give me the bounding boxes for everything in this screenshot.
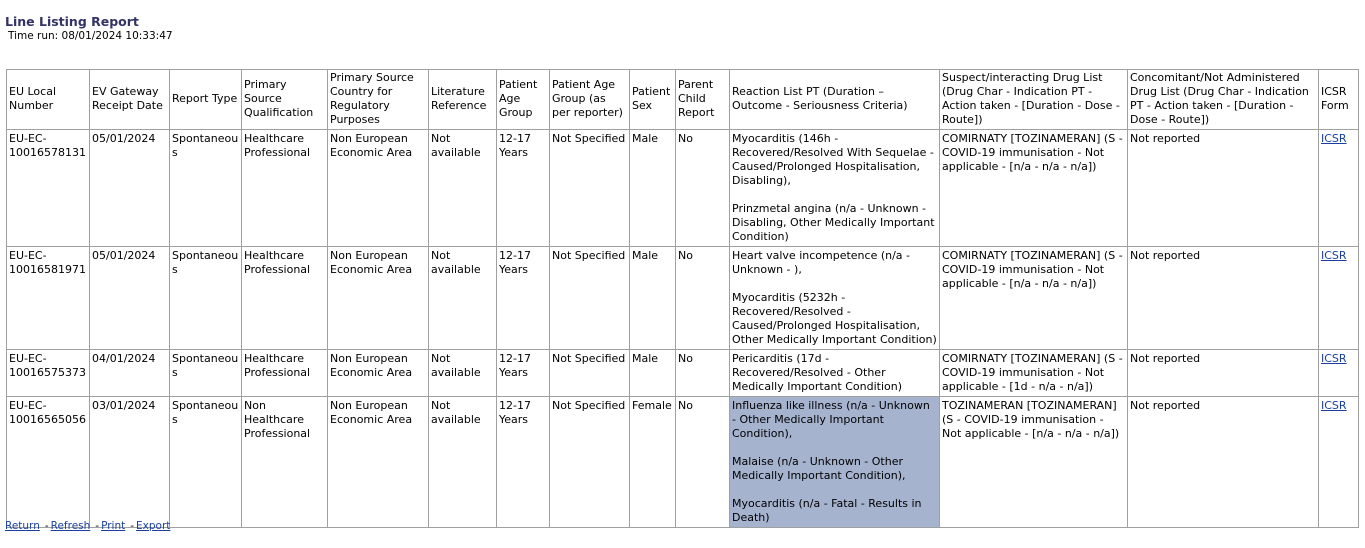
cell-literature: Not available [429, 130, 497, 247]
cell-literature: Not available [429, 350, 497, 397]
cell-qualification: Healthcare Professional [242, 350, 328, 397]
cell-parent-child: No [676, 130, 730, 247]
cell-age-group-reporter: Not Specified [550, 130, 630, 247]
header-literature-reference: Literature Reference [429, 70, 497, 130]
reaction-item: Malaise (n/a - Unknown - Other Medically Important Condition), [732, 455, 906, 482]
export-link[interactable]: Export [136, 520, 171, 532]
cell-sex: Male [630, 130, 676, 247]
cell-concomitant: Not reported [1128, 130, 1319, 247]
cell-literature: Not available [429, 397, 497, 528]
table-row [7, 130, 1359, 247]
print-link[interactable]: Print [101, 520, 126, 532]
icsr-form-link[interactable]: ICSR [1321, 352, 1347, 365]
header-ev-gateway-receipt-date: EV Gateway Receipt Date [90, 70, 170, 130]
cell-icsr-form [1319, 247, 1359, 350]
reaction-item: Pericarditis (17d - Recovered/Resolved - Other Medically Important Condition) [732, 352, 903, 393]
header-patient-age-group-reporter: Patient Age Group (as per reporter) [550, 70, 630, 130]
cell-sex: Male [630, 247, 676, 350]
icsr-form-link[interactable]: ICSR [1321, 132, 1347, 145]
header-eu-local-number: EU Local Number [7, 70, 90, 130]
reaction-item: Myocarditis (146h - Recovered/Resolved With Sequelae - Caused/Prolonged Hospitalisation, Disabling), [732, 132, 934, 187]
link-separator: - [130, 520, 135, 532]
table-row [7, 350, 1359, 397]
line-listing-table [6, 69, 1359, 528]
refresh-link[interactable]: Refresh [50, 520, 91, 532]
cell-age-group-reporter: Not Specified [550, 350, 630, 397]
cell-age-group: 12-17 Years [497, 350, 550, 397]
cell-report-type: Spontaneous [170, 247, 242, 350]
reaction-item: Myocarditis (n/a - Fatal - Results in Death) [732, 497, 922, 524]
cell-country: Non European Economic Area [328, 397, 429, 528]
header-patient-age-group: Patient Age Group [497, 70, 550, 130]
cell-qualification: Healthcare Professional [242, 247, 328, 350]
cell-country: Non European Economic Area [328, 247, 429, 350]
cell-report-type: Spontaneous [170, 397, 242, 528]
cell-age-group: 12-17 Years [497, 130, 550, 247]
cell-sex: Female [630, 397, 676, 528]
cell-age-group-reporter: Not Specified [550, 397, 630, 528]
cell-icsr-form [1319, 397, 1359, 528]
cell-local-number: EU-EC-10016575373 [7, 350, 90, 397]
header-suspect-drug-list: Suspect/interacting Drug List (Drug Char - Indication PT - Action taken - [Duration - Dose - Route]) [940, 70, 1128, 130]
icsr-form-link[interactable]: ICSR [1321, 399, 1347, 412]
cell-reactions-selected[interactable] [730, 397, 940, 528]
cell-receipt-date: 05/01/2024 [90, 247, 170, 350]
cell-icsr-form [1319, 130, 1359, 247]
link-separator: - [44, 520, 49, 532]
reaction-item: Prinzmetal angina (n/a - Unknown - Disabling, Other Medically Important Condition) [732, 202, 935, 243]
cell-local-number: EU-EC-10016565056 [7, 397, 90, 528]
cell-concomitant: Not reported [1128, 247, 1319, 350]
cell-report-type: Spontaneous [170, 350, 242, 397]
cell-reactions [730, 350, 940, 397]
cell-suspect-drugs: COMIRNATY [TOZINAMERAN] (S - COVID-19 immunisation - Not applicable - [1d - n/a - n/a]) [940, 350, 1128, 397]
table-row [7, 397, 1359, 528]
table-header-row [7, 70, 1359, 130]
time-run: Time run: 08/01/2024 10:33:47 [8, 30, 173, 42]
cell-suspect-drugs: COMIRNATY [TOZINAMERAN] (S - COVID-19 immunisation - Not applicable - [n/a - n/a - n/a]) [940, 130, 1128, 247]
cell-qualification: Healthcare Professional [242, 130, 328, 247]
cell-local-number: EU-EC-10016578131 [7, 130, 90, 247]
cell-age-group: 12-17 Years [497, 397, 550, 528]
cell-icsr-form [1319, 350, 1359, 397]
cell-country: Non European Economic Area [328, 350, 429, 397]
cell-age-group-reporter: Not Specified [550, 247, 630, 350]
cell-reactions [730, 130, 940, 247]
cell-country: Non European Economic Area [328, 130, 429, 247]
cell-qualification: Non Healthcare Professional [242, 397, 328, 528]
cell-concomitant: Not reported [1128, 350, 1319, 397]
header-icsr-form: ICSR Form [1319, 70, 1359, 130]
cell-receipt-date: 03/01/2024 [90, 397, 170, 528]
cell-receipt-date: 04/01/2024 [90, 350, 170, 397]
cell-receipt-date: 05/01/2024 [90, 130, 170, 247]
cell-age-group: 12-17 Years [497, 247, 550, 350]
header-concomitant-drug-list: Concomitant/Not Administered Drug List (Drug Char - Indication PT - Action taken - [Duration - Dose - Route]) [1128, 70, 1319, 130]
cell-literature: Not available [429, 247, 497, 350]
report-title: Line Listing Report [5, 14, 139, 29]
cell-reactions [730, 247, 940, 350]
reaction-item: Heart valve incompetence (n/a - Unknown - ), [732, 249, 911, 276]
cell-parent-child: No [676, 397, 730, 528]
cell-suspect-drugs: COMIRNATY [TOZINAMERAN] (S - COVID-19 immunisation - Not applicable - [n/a - n/a - n/a]) [940, 247, 1128, 350]
header-primary-source-qualification: Primary Source Qualification [242, 70, 328, 130]
table-row [7, 247, 1359, 350]
cell-sex: Male [630, 350, 676, 397]
cell-parent-child: No [676, 247, 730, 350]
cell-local-number: EU-EC-10016581971 [7, 247, 90, 350]
reaction-item: Myocarditis (5232h - Recovered/Resolved - Caused/Prolonged Hospitalisation, Other Medically Important Condition) [732, 291, 937, 346]
footer-links [5, 520, 170, 532]
header-primary-source-country: Primary Source Country for Regulatory Purposes [328, 70, 429, 130]
return-link[interactable]: Return [5, 520, 40, 532]
header-report-type: Report Type [170, 70, 242, 130]
icsr-form-link[interactable]: ICSR [1321, 249, 1347, 262]
cell-concomitant: Not reported [1128, 397, 1319, 528]
cell-report-type: Spontaneous [170, 130, 242, 247]
reaction-item: Influenza like illness (n/a - Unknown - Other Medically Important Condition), [732, 399, 930, 440]
cell-parent-child: No [676, 350, 730, 397]
cell-suspect-drugs: TOZINAMERAN [TOZINAMERAN] (S - COVID-19 immunisation - Not applicable - [n/a - n/a - n/a]) [940, 397, 1128, 528]
header-patient-sex: Patient Sex [630, 70, 676, 130]
link-separator: - [95, 520, 100, 532]
header-parent-child-report: Parent Child Report [676, 70, 730, 130]
header-reaction-list: Reaction List PT (Duration – Outcome - Seriousness Criteria) [730, 70, 940, 130]
